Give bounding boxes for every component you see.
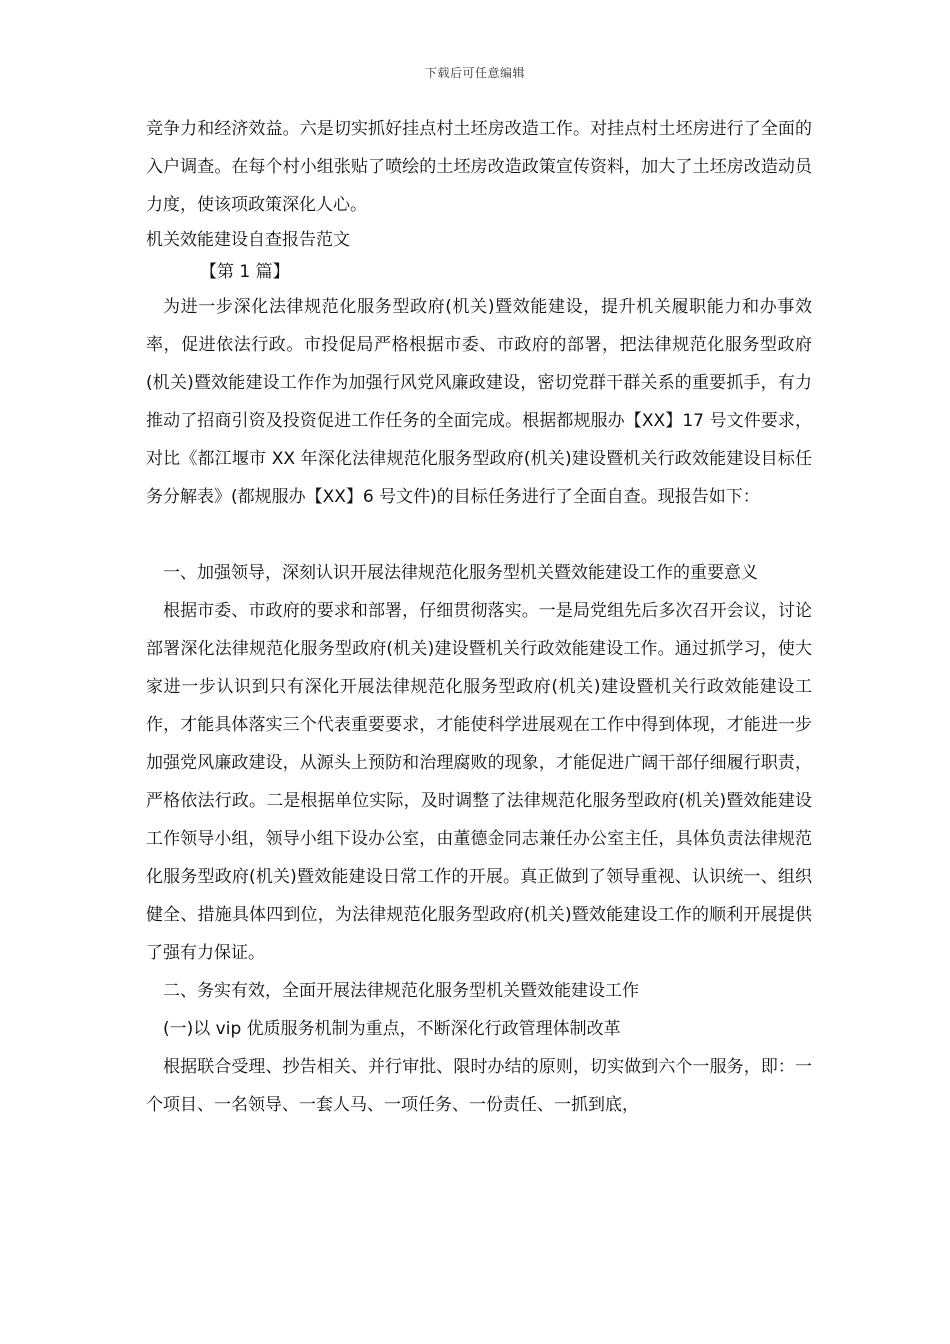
paragraph-one: 根据市委、市政府的要求和部署，仔细贯彻落实。一是局党组先后多次召开会议，讨论部署深化法律规范化服务型政府(机关)建设暨机关行政效能建设工作。通过抓学习，使大家进一步认识到只有深化开展法律规范化服务型政府(机关)建设暨机关行政效能建设工作，才能具体落实三个代表重要要求，才能使科学进展观在工作中得到体现，才能进一步加强党风廉政建设，从源头上预防和治理腐败的现象，才能促进广阔干部仔细履行职责，严格依法行政。二是根据单位实际，及时调整了法律规范化服务型政府(机关)暨效能建设工作领导小组，领导小组下设办公室，由董德金同志兼任办公室主任，具体负责法律规范化服务型政府(机关)暨效能建设日常工作的开展。真正做到了领导重视、认识统一、组织健全、措施具体四到位，为法律规范化服务型政府(机关)暨效能建设工作的顺利开展提供了强有力保证。 bbox=[146, 601, 812, 963]
intro-paragraph: 为进一步深化法律规范化服务型政府(机关)暨效能建设，提升机关履职能力和办事效率，促进依法行政。市投促局严格根据市委、市政府的部署，把法律规范化服务型政府(机关)暨效能建设工作作为加强行风党风廉政建设，密切党群干群关系的重要抓手，有力推动了招商引资及投资促进工作任务的全面完成。根据都规服办【XX】17 号文件要求，对比《都江堰市 XX 年深化法律规范化服务型政府(机关)建设暨机关行政效能建设目标任务分解表》(都规服办【XX】6 号文件)的目标任务进行了全面自查。现报告如下： bbox=[146, 297, 812, 507]
section-label: 【第 1 篇】 bbox=[200, 262, 290, 282]
heading-two: 二、务实有效，全面开展法律规范化服务型机关暨效能建设工作 bbox=[163, 981, 639, 1001]
paragraph-two: 根据联合受理、抄告相关、并行审批、限时办结的原则，切实做到六个一服务，即：一个项目、一名领导、一套人马、一项任务、一份责任、一抓到底， bbox=[146, 1057, 812, 1115]
document-title: 机关效能建设自查报告范文 bbox=[146, 230, 350, 250]
subheading-one: (一)以 vip 优质服务机制为重点，不断深化行政管理体制改革 bbox=[163, 1019, 621, 1039]
page-header: 下载后可任意编辑 bbox=[424, 66, 525, 80]
heading-one: 一、加强领导，深刻认识开展法律规范化服务型机关暨效能建设工作的重要意义 bbox=[163, 563, 758, 583]
document-body bbox=[146, 110, 812, 1124]
blank-line bbox=[146, 516, 812, 554]
continued-paragraph: 竞争力和经济效益。六是切实抓好挂点村土坯房改造工作。对挂点村土坯房进行了全面的入户调查。在每个村小组张贴了喷绘的土坯房改造政策宣传资料，加大了土坯房改造动员力度，使该项政策深化人心。 bbox=[146, 119, 812, 215]
